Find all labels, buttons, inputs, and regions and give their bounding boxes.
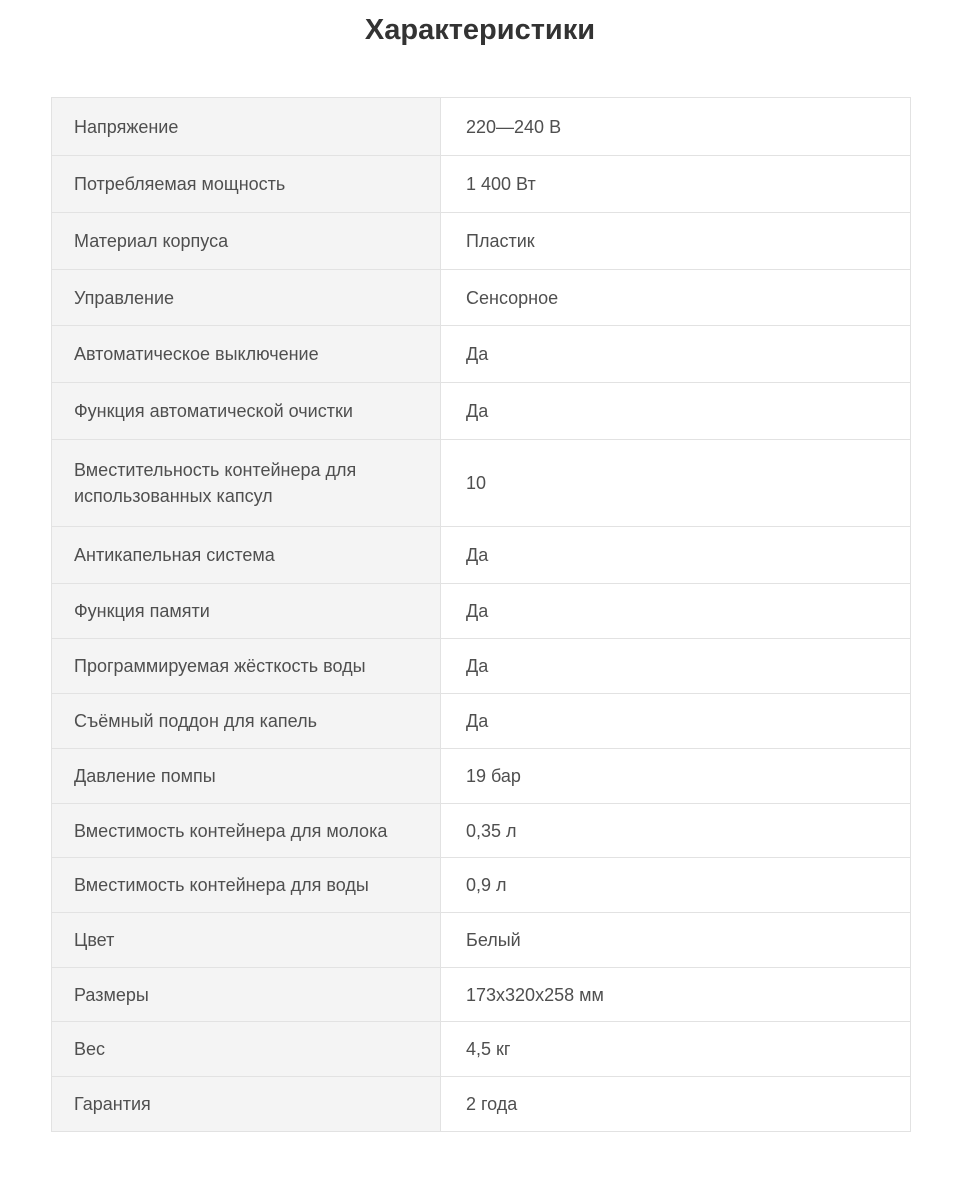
spec-value: Да [441, 527, 911, 584]
spec-label: Вместительность контейнера для использованных капсул [52, 440, 441, 527]
spec-value: 1 400 Вт [441, 156, 911, 213]
table-row [52, 156, 911, 213]
table-row [52, 326, 911, 383]
spec-label: Цвет [52, 913, 441, 968]
spec-value: 4,5 кг [441, 1022, 911, 1077]
table-row [52, 584, 911, 639]
spec-label: Вместимость контейнера для воды [52, 858, 441, 913]
table-row [52, 1077, 911, 1132]
spec-value: 2 года [441, 1077, 911, 1132]
spec-value: 0,9 л [441, 858, 911, 913]
spec-label: Антикапельная система [52, 527, 441, 584]
spec-label: Вместимость контейнера для молока [52, 804, 441, 858]
table-row [52, 968, 911, 1022]
spec-label: Управление [52, 270, 441, 326]
table-row [52, 858, 911, 913]
spec-label: Напряжение [52, 98, 441, 156]
spec-label: Функция автоматической очистки [52, 383, 441, 440]
table-row [52, 1022, 911, 1077]
spec-value: 10 [441, 440, 911, 527]
spec-value: Да [441, 694, 911, 749]
table-row [52, 804, 911, 858]
spec-label: Размеры [52, 968, 441, 1022]
table-row [52, 639, 911, 694]
spec-label: Съёмный поддон для капель [52, 694, 441, 749]
table-row [52, 913, 911, 968]
table-row [52, 440, 911, 527]
spec-value: 173x320x258 мм [441, 968, 911, 1022]
spec-value: Да [441, 326, 911, 383]
table-row [52, 694, 911, 749]
spec-label: Программируемая жёсткость воды [52, 639, 441, 694]
spec-value: 220—240 В [441, 98, 911, 156]
spec-label: Потребляемая мощность [52, 156, 441, 213]
table-row [52, 270, 911, 326]
spec-value: Да [441, 383, 911, 440]
spec-label: Функция памяти [52, 584, 441, 639]
spec-value: Да [441, 584, 911, 639]
spec-label: Гарантия [52, 1077, 441, 1132]
spec-value: Белый [441, 913, 911, 968]
spec-label: Давление помпы [52, 749, 441, 804]
spec-value: Сенсорное [441, 270, 911, 326]
spec-label: Материал корпуса [52, 213, 441, 270]
table-row [52, 383, 911, 440]
spec-value: Да [441, 639, 911, 694]
page-title: Характеристики [364, 14, 596, 46]
specs-table [51, 97, 911, 1132]
spec-value: 19 бар [441, 749, 911, 804]
table-row [52, 527, 911, 584]
spec-label: Вес [52, 1022, 441, 1077]
table-row [52, 213, 911, 270]
spec-label: Автоматическое выключение [52, 326, 441, 383]
table-row [52, 98, 911, 156]
table-row [52, 749, 911, 804]
spec-value: 0,35 л [441, 804, 911, 858]
spec-value: Пластик [441, 213, 911, 270]
